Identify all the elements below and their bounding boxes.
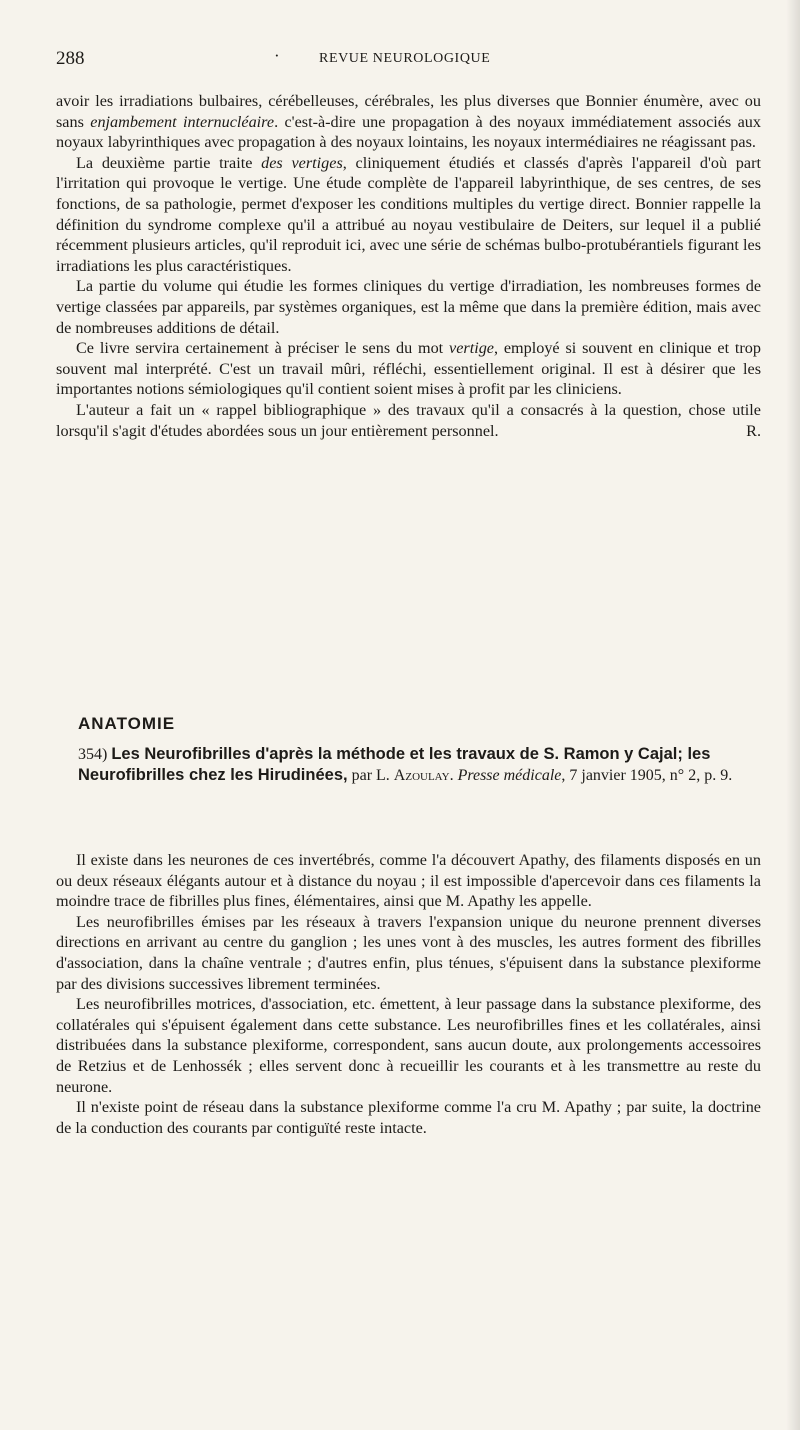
article-by: par L. xyxy=(351,767,394,784)
paragraph: Les neurofibrilles motrices, d'association, etc. émettent, à leur passage dans la substance plexiforme, des collatérales qui s'épuisent également dans cette substance. Les neurofibrilles fines et les collatérales, ainsi distribuées dans la substance plexiforme, correspondent, sans aucun doute, aux prolongements accessoires de Retzius et de Lenhossék ; elles servent donc à recueillir les courants et à les transmettre au reste du neurone. xyxy=(56,995,761,1096)
italic-term: des vertiges xyxy=(261,153,343,172)
article-text xyxy=(56,850,761,1138)
paragraph: Il existe dans les neurones de ces invertébrés, comme l'a découvert Apathy, des filaments disposés en un ou deux réseaux élégants autour et à distance du noyau ; il est impossible d'apercevoir dans ces filaments la moindre trace de fibrilles plus fines, élémentaires, ainsi que M. Apathy les appelle. xyxy=(56,851,761,911)
paragraph: Ce livre servira certainement à préciser le sens du mot vertige, employé si souvent en clinique et trop souvent mal interprété. C'est un travail mûri, réfléchi, essentiellement original. Il est à désirer que les importantes notions sémiologiques qu'il contient soient mises à profit par les cliniciens. xyxy=(56,339,761,399)
article-publication: Presse médicale xyxy=(457,767,562,784)
article-author: Azoulay xyxy=(393,767,450,784)
review-text xyxy=(56,91,761,441)
paragraph: La deuxième partie traite des vertiges, cliniquement étudiés et classés d'après l'appareil d'où part l'irritation qui provoque le vertige. Une étude complète de l'appareil labyrinthique, de ses centres, de ses fonctions, de sa pathologie, permet d'exposer les conditions multiples du vertige direct. Bonnier rappelle la définition du syndrome complexe qu'il a attribué au noyau vestibulaire de Deiters, sur lequel il a publié récemment plusieurs articles, qu'il reproduit ici, avec une série de schémas bulbo-protubérantiels figurant les irradiations les plus caractéristiques. xyxy=(56,153,761,275)
journal-title: REVUE NEUROLOGIQUE xyxy=(319,51,491,66)
page-edge-shadow xyxy=(786,0,800,1430)
paragraph: L'auteur a fait un « rappel bibliographique » des travaux qu'il a consacrés à la question, chose utile lorsqu'il s'agit d'études abordées sous un jour entièrement personnel. R. xyxy=(56,400,761,440)
italic-term: enjambement internucléaire xyxy=(90,112,275,131)
paragraph: Les neurofibrilles émises par les réseaux à travers l'expansion unique du neurone prennent diverses directions en arrivant au centre du ganglion ; les unes vont à des muscles, les autres forment des fibrilles d'association, dans la chaîne ventrale ; d'autres enfin, plus ténues, s'épuisent dans la substance plexiforme par des divisions successives librement terminées. xyxy=(56,912,761,993)
paragraph: avoir les irradiations bulbaires, cérébelleuses, cérébrales, les plus diverses que Bonnier énumère, avec ou sans enjambement internucléaire. c'est-à-dire une propagation à des noyaux immédiatement associés aux noyaux labyrinthiques avec propagation à des noyaux lointains, les noyaux intermédiaires ne réagissant pas. xyxy=(56,92,761,152)
article-citation: 354) Les Neurofibrilles d'après la méthode et les travaux de S. Ramon y Cajal; les Neurofibrilles chez les Hirudinées, par L. Azoulay. Presse médicale, 7 janvier 1905, n° 2, p. 9. xyxy=(78,745,733,784)
article-number: 354) xyxy=(78,746,108,763)
running-head xyxy=(56,48,761,72)
paragraph: La partie du volume qui étudie les formes cliniques du vertige d'irradiation, les nombreuses formes de vertige classées par appareils, par systèmes organiques, est la même que dans la première édition, mais avec de nombreuses additions de détail. xyxy=(56,277,761,337)
section-heading: ANATOMIE xyxy=(78,714,176,733)
header-dot: · xyxy=(274,46,280,65)
signature: R. xyxy=(746,421,761,440)
article-title: Les Neurofibrilles d'après la méthode et les travaux de S. Ramon y Cajal; les Neurofibrilles chez les Hirudinées, xyxy=(78,745,711,784)
italic-term: vertige xyxy=(449,339,494,358)
page-number: 288 xyxy=(56,48,85,69)
article-date: , 7 janvier 1905, n° 2, p. 9. xyxy=(561,767,733,784)
paragraph: Il n'existe point de réseau dans la substance plexiforme comme l'a cru M. Apathy ; par suite, la doctrine de la conduction des courants par contiguïté reste intacte. xyxy=(56,1098,761,1137)
